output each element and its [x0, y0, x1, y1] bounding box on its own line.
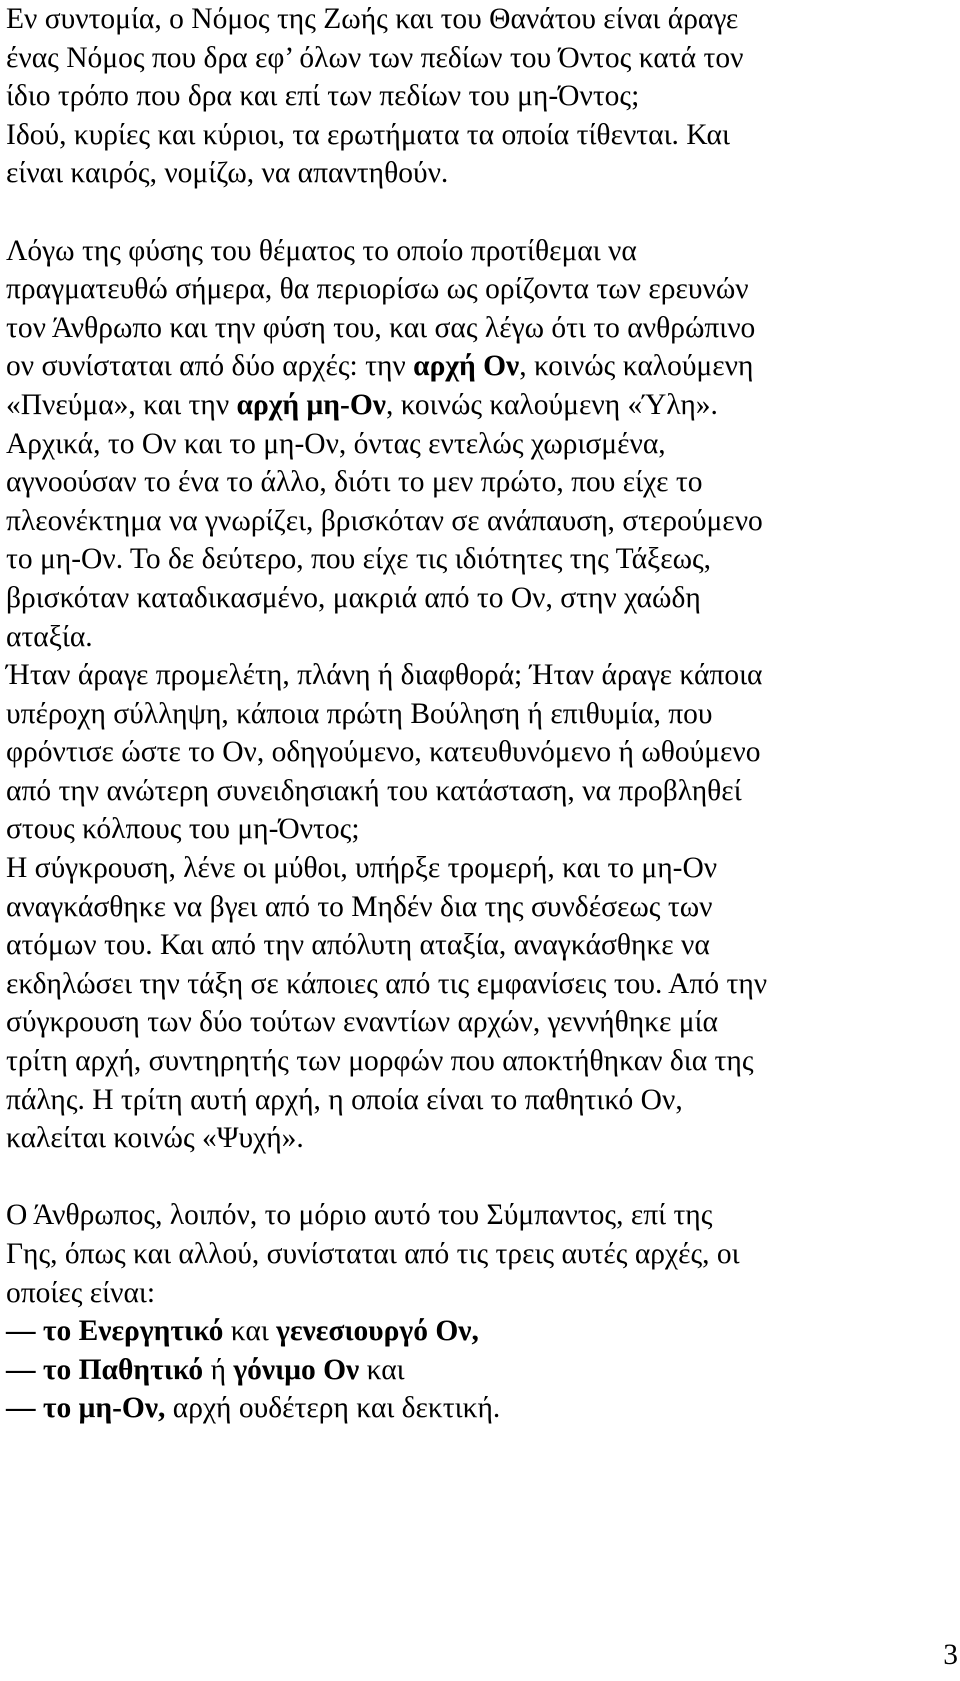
- text-line: οποίες είναι:: [6, 1276, 156, 1309]
- principles-list: [6, 1312, 950, 1428]
- bold-term: — το Παθητικό: [6, 1353, 204, 1386]
- text-run: αρχή ουδέτερη και δεκτική.: [165, 1392, 501, 1425]
- text-run: ή: [203, 1353, 234, 1386]
- text-run: και: [359, 1353, 405, 1386]
- text-line: Γης, όπως και αλλού, συνίσταται από τις τρεις αυτές αρχές, οι: [6, 1238, 740, 1270]
- text-line: τρίτη αρχή, συντηρητής των μορφών που αποκτήθηκαν δια της: [6, 1045, 754, 1078]
- text-line: πλεονέκτημα να γνωρίζει, βρισκόταν σε ανάπαυση, στερούμενο: [6, 504, 763, 537]
- bold-term: — το μη-Ον,: [6, 1392, 166, 1425]
- text-line: το μη-Ον. Το δε δεύτερο, που είχε τις ιδιότητες της Τάξεως,: [6, 543, 712, 576]
- page-number: 3: [943, 1639, 958, 1671]
- bold-term: γόνιμο Ον: [233, 1353, 360, 1386]
- paragraph-gap: [6, 1158, 950, 1197]
- text-run: «Πνεύμα», και την: [6, 388, 237, 421]
- text-line: αγνοούσαν το ένα το άλλο, διότι το μεν πρώτο, που είχε το: [6, 466, 703, 499]
- text-line: καλείται κοινώς «Ψυχή».: [6, 1122, 304, 1155]
- paragraph: [6, 232, 950, 657]
- bold-term: γενεσιουργό Ον,: [276, 1315, 479, 1348]
- bold-term: — το Ενεργητικό: [6, 1315, 224, 1348]
- text-line: ατόμων του. Και από την απόλυτη αταξία, αναγκάσθηκε να: [6, 929, 710, 962]
- text-line: Λόγω της φύσης του θέματος το οποίο προτίθεμαι να: [6, 234, 637, 267]
- text-line: αταξία.: [6, 620, 93, 653]
- text-line: πάλης. Η τρίτη αυτή αρχή, η οποία είναι το παθητικό Ον,: [6, 1083, 683, 1116]
- text-line: Ο Άνθρωπος, λοιπόν, το μόριο αυτό του Σύμπαντος, επί της: [6, 1199, 713, 1232]
- text-line: σύγκρουση των δύο τούτων εναντίων αρχών, γεννήθηκε μία: [6, 1006, 718, 1039]
- list-item: [6, 1351, 950, 1390]
- text-line: Η σύγκρουση, λένε οι μύθοι, υπήρξε τρομερή, και το μη-Ον: [6, 852, 718, 885]
- list-item: [6, 1312, 950, 1351]
- bold-term: αρχή Ον: [413, 350, 520, 383]
- text-line: Ήταν άραγε προμελέτη, πλάνη ή διαφθορά; Ήταν άραγε κάποια: [6, 659, 763, 692]
- text-run: ον συνίσταται από δύο αρχές: την: [6, 350, 414, 383]
- text-run: , κοινώς καλούμενη: [519, 350, 754, 383]
- text-line: Αρχικά, το Ον και το μη-Ον, όντας εντελώς χωρισμένα,: [6, 427, 666, 460]
- text-line: Εν συντομία, ο Νόμος της Ζωής και του Θανάτου είναι άραγε: [6, 3, 739, 35]
- text-line: αναγκάσθηκε να βγει από το Μηδέν δια της συνδέσεως των: [6, 890, 713, 923]
- text-line: τον Άνθρωπο και την φύση του, και σας λέγω ότι το ανθρώπινο: [6, 311, 756, 344]
- text-line: από την ανώτερη συνειδησιακή του κατάσταση, να προβληθεί: [6, 774, 742, 807]
- paragraph: [6, 0, 950, 193]
- bold-term: αρχή μη-Ον: [236, 388, 386, 421]
- text-line: στους κόλπους του μη-Όντος;: [6, 813, 360, 846]
- text-line: ίδιο τρόπο που δρα και επί των πεδίων του μη-Όντος;: [6, 80, 640, 113]
- document-page: [6, 0, 950, 1428]
- text-line: ένας Νόμος που δρα εφ’ όλων των πεδίων του Όντος κατά τον: [6, 41, 744, 74]
- paragraph-gap: [6, 193, 950, 232]
- text-run: και: [223, 1315, 277, 1348]
- text-line: πραγματευθώ σήμερα, θα περιορίσω ως ορίζοντα των ερευνών: [6, 273, 749, 306]
- text-line: υπέροχη σύλληψη, κάποια πρώτη Βούληση ή επιθυμία, που: [6, 697, 713, 730]
- paragraph: [6, 849, 950, 1158]
- text-line: [6, 386, 950, 425]
- list-item: [6, 1389, 950, 1428]
- text-line: βρισκόταν καταδικασμένο, μακριά από το Ον, στην χαώδη: [6, 581, 701, 614]
- paragraph: [6, 656, 950, 849]
- text-line: [6, 347, 950, 386]
- text-line: φρόντισε ώστε το Ον, οδηγούμενο, κατευθυνόμενο ή ωθούμενο: [6, 736, 761, 769]
- text-line: είναι καιρός, νομίζω, να απαντηθούν.: [6, 157, 449, 190]
- paragraph: [6, 1196, 950, 1312]
- text-line: εκδηλώσει την τάξη σε κάποιες από τις εμφανίσεις του. Από την: [6, 967, 768, 1000]
- text-line: Ιδού, κυρίες και κύριοι, τα ερωτήματα τα οποία τίθενται. Και: [6, 118, 730, 151]
- text-run: , κοινώς καλούμενη «Ύλη».: [385, 388, 718, 421]
